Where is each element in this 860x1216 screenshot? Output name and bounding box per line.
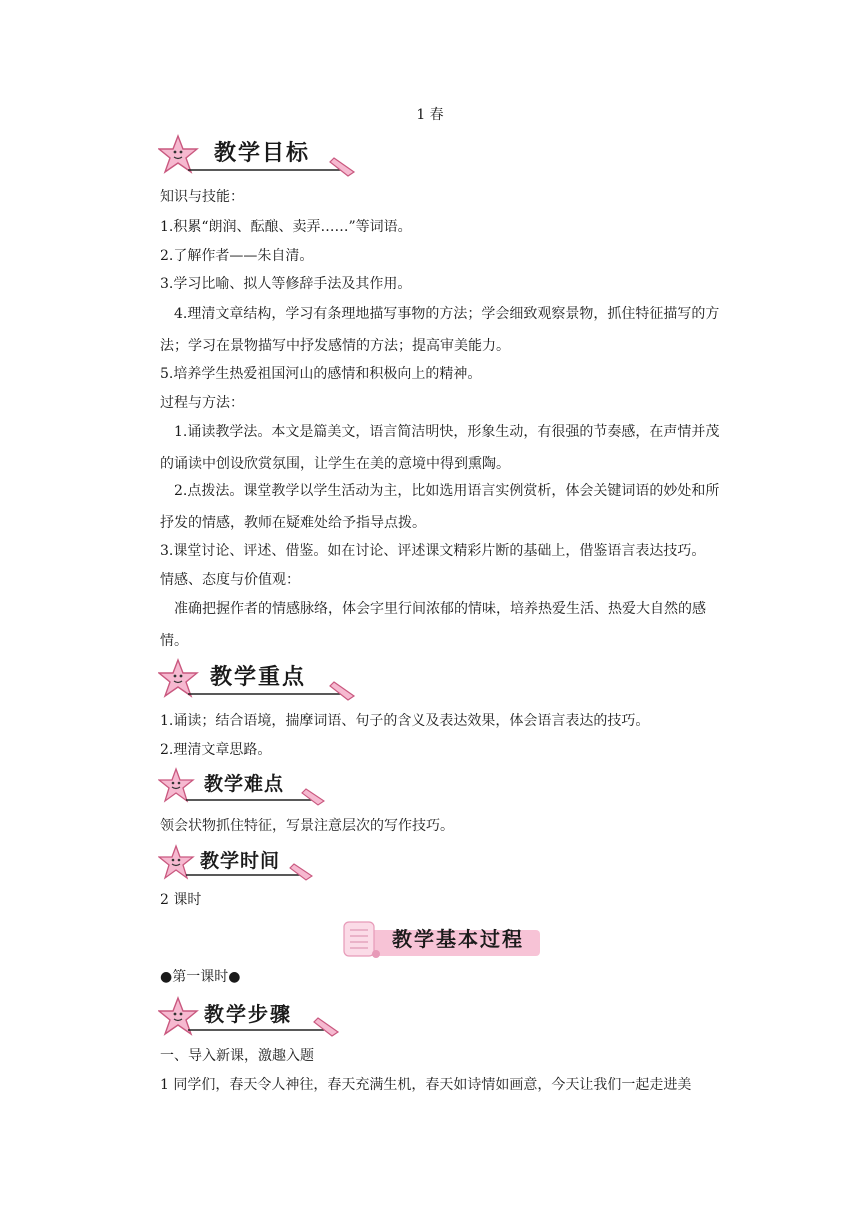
lesson-marker: ●第一课时● <box>160 969 241 985</box>
section-header-key-points <box>158 656 358 704</box>
paragraph: 1.积累“朗润、酝酿、卖弄……”等词语。 <box>160 219 412 235</box>
section-heading: 教学时间 <box>200 850 281 872</box>
banner-title: 教学基本过程 <box>392 927 524 951</box>
section-header-steps <box>158 994 343 1042</box>
paragraph: 4.理清文章结构，学习有条理地描写事物的方法；学会细致观察景物，抓住特征描写的方法；学习在景物描写中抒发感情的方法；提高审美能力。 <box>160 306 720 354</box>
subheading-knowledge: 知识与技能： <box>160 189 244 205</box>
subheading-emotion: 情感、态度与价值观： <box>160 572 300 588</box>
subheading-step: 一、导入新课，激趣入题 <box>160 1048 314 1064</box>
paragraph: 领会状物抓住特征，写景注意层次的写作技巧。 <box>160 818 454 834</box>
section-header-objectives <box>158 132 358 180</box>
paragraph: 准确把握作者的情感脉络，体会字里行间浓郁的情味，培养热爱生活、热爱大自然的感情。 <box>160 601 706 649</box>
paragraph: 1 同学们，春天令人神往，春天充满生机，春天如诗情如画意，今天让我们一起走进美 <box>160 1077 692 1093</box>
paragraph: 2.了解作者——朱自清。 <box>160 248 314 264</box>
paragraph: 3.课堂讨论、评述、借鉴。如在讨论、评述课文精彩片断的基础上，借鉴语言表达技巧。 <box>160 543 706 559</box>
paragraph: 3.学习比喻、拟人等修辞手法及其作用。 <box>160 276 412 292</box>
paragraph: 1.诵读教学法。本文是篇美文，语言简洁明快，形象生动，有很强的节奏感，在声情并茂的诵读中创设欣赏氛围，让学生在美的意境中得到熏陶。 <box>160 424 720 472</box>
paragraph: 2 课时 <box>160 892 202 908</box>
section-heading: 教学步骤 <box>204 1002 292 1026</box>
section-heading: 教学重点 <box>210 665 307 690</box>
section-header-time <box>158 842 318 890</box>
paragraph: 2.点拨法。课堂教学以学生活动为主，比如选用语言实例赏析，体会关键词语的妙处和所抒发的情感，教师在疑难处给予指导点拨。 <box>160 483 720 531</box>
paragraph: 5.培养学生热爱祖国河山的感情和积极向上的精神。 <box>160 366 482 382</box>
section-header-difficulties <box>158 765 328 813</box>
lesson-title: 1 春 <box>416 107 444 123</box>
subheading-process: 过程与方法： <box>160 395 244 411</box>
section-heading: 教学难点 <box>204 773 285 795</box>
paragraph: 2.理清文章思路。 <box>160 742 272 758</box>
process-banner <box>340 916 545 960</box>
paragraph: 1.诵读；结合语境，揣摩词语、句子的含义及表达效果，体会语言表达的技巧。 <box>160 713 650 729</box>
section-heading: 教学目标 <box>214 141 311 166</box>
